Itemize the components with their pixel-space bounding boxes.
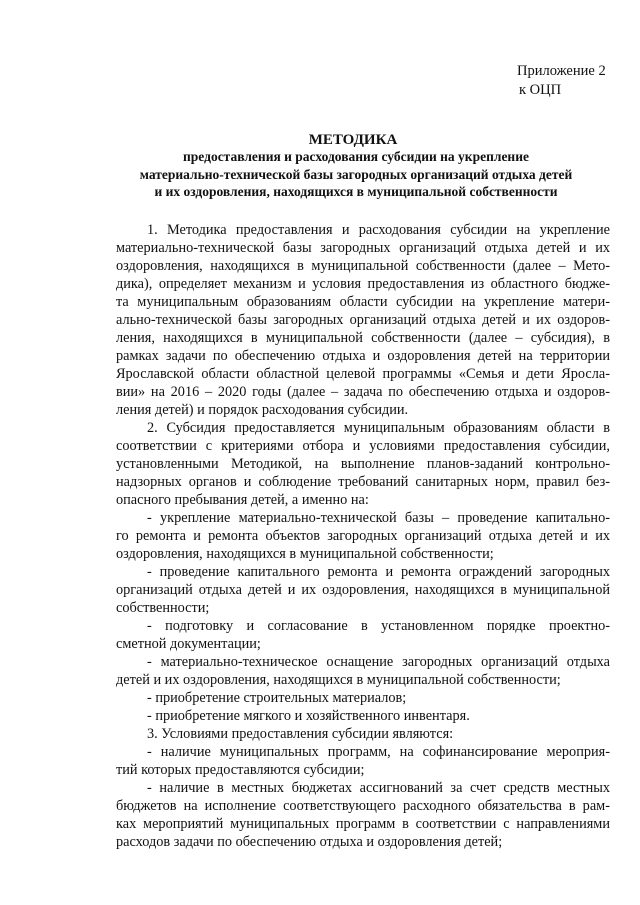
document-body: [116, 221, 610, 851]
paragraph-1-line: вии» на 2016 – 2020 годы (далее – задача по обеспечению отдыха и оздоров-: [116, 384, 610, 400]
list-item-line: го ремонта и ремонта объектов загородных организаций отдыха детей и их: [116, 528, 610, 544]
paragraph-2-line: установленными Методикой, на выполнение планов-заданий контрольно-: [116, 456, 610, 472]
list-item-line: - укрепление материально-технической базы – проведение капитально-: [147, 510, 610, 526]
appendix-reference: [517, 62, 606, 100]
paragraph-1-line: ально-технической базы загородных организаций отдыха детей и их оздоров-: [116, 312, 610, 328]
list-item-line: собственности;: [116, 600, 210, 616]
list-item-line: - приобретение строительных материалов;: [147, 690, 407, 706]
paragraph-1-line: ления детей) и порядок расходования субсидии.: [116, 402, 409, 418]
paragraph-1-line: материально-технической базы загородных организаций отдыха детей и их: [116, 240, 610, 256]
list-item-line: - наличие муниципальных программ, на софинансирование мероприя-: [147, 744, 610, 760]
paragraph-2-line: 2. Субсидия предоставляется муниципальным образованиям области в: [147, 420, 610, 436]
paragraph-1-line: та муниципальным образованиям области субсидии на укрепление матери-: [116, 294, 610, 310]
list-item-line: оздоровления, находящихся в муниципальной собственности;: [116, 546, 494, 562]
list-item-line: организаций отдыха детей и их оздоровления, находящихся в муниципальной: [116, 582, 610, 598]
list-item-line: - подготовку и согласование в установленном порядке проектно-: [147, 618, 610, 634]
paragraph-2-line: соответствии с критериями отбора и условиями предоставления субсидии,: [116, 438, 610, 454]
paragraph-2-line: опасного пребывания детей, а именно на:: [116, 492, 369, 508]
list-item-line: ках мероприятий муниципальных программ в соответствии с направлениями: [116, 816, 610, 832]
paragraph-1-line: Ярославской области областной целевой программы «Семья и дети Яросла-: [116, 366, 610, 382]
list-item-line: - материально-техническое оснащение загородных организаций отдыха: [147, 654, 610, 670]
document-subtitle: [126, 148, 586, 201]
subtitle-line: и их оздоровления, находящихся в муниципальной собственности: [154, 184, 558, 199]
list-item-line: - приобретение мягкого и хозяйственного инвентаря.: [147, 708, 470, 724]
appendix-number: Приложение 2: [517, 63, 606, 79]
paragraph-1-line: дика), определяет механизм и условия предоставления из областного бюдже-: [116, 276, 610, 292]
list-item-line: тий которых предоставляются субсидии;: [116, 762, 365, 778]
list-item-line: бюджетов на исполнение соответствующего расходного обязательства в рам-: [116, 798, 610, 814]
list-item-line: детей и их оздоровления, находящихся в муниципальной собственности;: [116, 672, 561, 688]
paragraph-1-line: 1. Методика предоставления и расходования субсидии на укрепление: [147, 222, 610, 238]
paragraph-1-line: ления, находящихся в муниципальной собственности (далее – субсидия), в: [116, 330, 610, 346]
paragraph-2-line: надзорных органов и соблюдение требований санитарных норм, правил без-: [116, 474, 610, 490]
document-title: МЕТОДИКА: [308, 132, 398, 148]
paragraph-1-line: рамках задачи по обеспечению отдыха и оздоровления детей на территории: [116, 348, 610, 364]
paragraph-1-line: оздоровления, находящихся в муниципальной собственности (далее – Мето-: [116, 258, 610, 274]
subtitle-line: предоставления и расходования субсидии на укрепление: [183, 149, 529, 164]
list-item-line: расходов задачи по обеспечению отдыха и оздоровления детей;: [116, 834, 503, 850]
list-item-line: - проведение капитального ремонта и ремонта ограждений загородных: [147, 564, 610, 580]
paragraph-3-line: 3. Условиями предоставления субсидии являются:: [147, 726, 454, 742]
subtitle-line: материально-технической базы загородных организаций отдыха детей: [139, 166, 573, 182]
list-item-line: - наличие в местных бюджетах ассигнований за счет средств местных: [147, 780, 610, 796]
list-item-line: сметной документации;: [116, 636, 261, 652]
appendix-program: к ОЦП: [519, 82, 562, 98]
